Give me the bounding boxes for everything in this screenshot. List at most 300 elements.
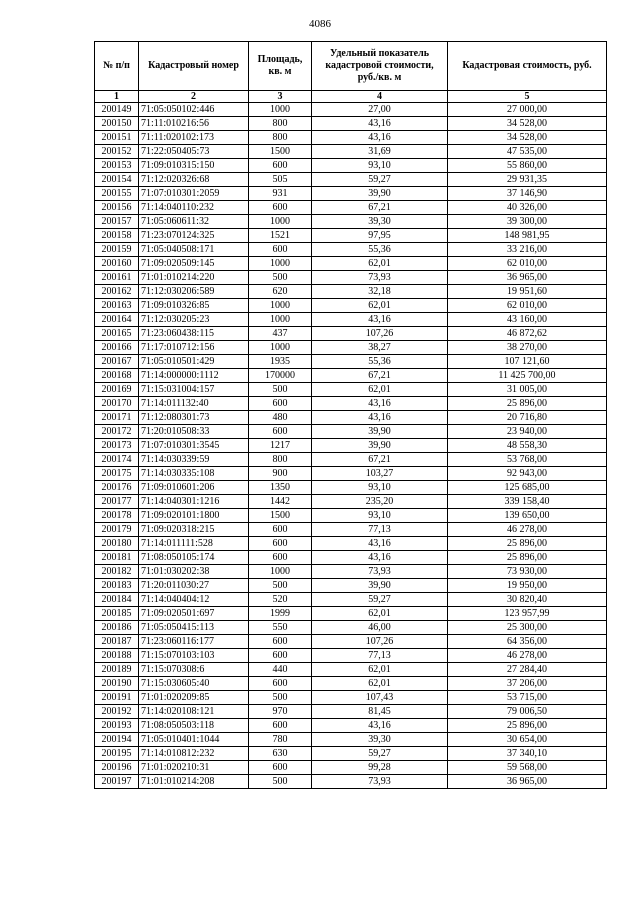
cell-item-number: 200149: [95, 103, 139, 117]
cell-item-number: 200174: [95, 453, 139, 467]
header-cadastral-number: Кадастровый номер: [139, 42, 249, 91]
cell-area: 970: [249, 705, 312, 719]
cell-area: 500: [249, 271, 312, 285]
cell-area: 480: [249, 411, 312, 425]
cell-cadastral-number: 71:12:080301:73: [139, 411, 249, 425]
table-row: [95, 187, 607, 201]
cell-item-number: 200177: [95, 495, 139, 509]
cell-unit-value: 59,27: [312, 173, 448, 187]
cell-unit-value: 73,93: [312, 775, 448, 789]
cell-unit-value: 43,16: [312, 537, 448, 551]
cell-cadastral-number: 71:15:031004:157: [139, 383, 249, 397]
cell-unit-value: 62,01: [312, 663, 448, 677]
cell-area: 900: [249, 467, 312, 481]
cell-item-number: 200175: [95, 467, 139, 481]
table-row: [95, 719, 607, 733]
table-row: [95, 453, 607, 467]
cell-cadastral-number: 71:09:010315:150: [139, 159, 249, 173]
table-row: [95, 103, 607, 117]
cell-item-number: 200181: [95, 551, 139, 565]
cell-item-number: 200152: [95, 145, 139, 159]
cell-item-number: 200156: [95, 201, 139, 215]
cell-cadastral-number: 71:20:010508:33: [139, 425, 249, 439]
cell-item-number: 200187: [95, 635, 139, 649]
cell-unit-value: 27,00: [312, 103, 448, 117]
cadastral-value-table: [94, 41, 607, 789]
cell-cadastral-number: 71:05:010501:429: [139, 355, 249, 369]
cell-area: 800: [249, 453, 312, 467]
cell-cadastral-value: 53 715,00: [448, 691, 607, 705]
cell-unit-value: 43,16: [312, 719, 448, 733]
cell-cadastral-number: 71:05:050102:446: [139, 103, 249, 117]
cell-item-number: 200167: [95, 355, 139, 369]
cell-cadastral-number: 71:15:070103:103: [139, 649, 249, 663]
cell-cadastral-value: 59 568,00: [448, 761, 607, 775]
cell-unit-value: 55,36: [312, 243, 448, 257]
cell-area: 1350: [249, 481, 312, 495]
column-index: 1: [95, 91, 139, 103]
cell-unit-value: 62,01: [312, 677, 448, 691]
cell-cadastral-number: 71:01:020209:85: [139, 691, 249, 705]
cell-area: 600: [249, 537, 312, 551]
table-row: [95, 299, 607, 313]
cell-unit-value: 93,10: [312, 481, 448, 495]
cell-cadastral-value: 46 278,00: [448, 649, 607, 663]
cell-item-number: 200188: [95, 649, 139, 663]
column-index: 2: [139, 91, 249, 103]
cell-cadastral-value: 55 860,00: [448, 159, 607, 173]
cell-cadastral-number: 71:09:020101:1800: [139, 509, 249, 523]
cell-unit-value: 67,21: [312, 369, 448, 383]
cell-cadastral-number: 71:14:020108:121: [139, 705, 249, 719]
cell-cadastral-number: 71:15:030605:40: [139, 677, 249, 691]
table-row: [95, 677, 607, 691]
cell-item-number: 200153: [95, 159, 139, 173]
cell-cadastral-number: 71:14:010812:232: [139, 747, 249, 761]
cell-cadastral-value: 46 278,00: [448, 523, 607, 537]
cell-item-number: 200182: [95, 565, 139, 579]
table-row: [95, 733, 607, 747]
cell-item-number: 200164: [95, 313, 139, 327]
cell-area: 800: [249, 131, 312, 145]
cell-area: 600: [249, 551, 312, 565]
cell-cadastral-number: 71:09:020318:215: [139, 523, 249, 537]
table-row: [95, 229, 607, 243]
table-body: [95, 103, 607, 789]
cell-cadastral-value: 19 950,00: [448, 579, 607, 593]
cell-unit-value: 43,16: [312, 313, 448, 327]
cell-area: 1000: [249, 313, 312, 327]
cell-cadastral-value: 39 300,00: [448, 215, 607, 229]
cell-cadastral-number: 71:09:010601:206: [139, 481, 249, 495]
cell-cadastral-number: 71:11:020102:173: [139, 131, 249, 145]
cell-item-number: 200179: [95, 523, 139, 537]
cell-unit-value: 77,13: [312, 649, 448, 663]
cell-area: 600: [249, 425, 312, 439]
table-row: [95, 285, 607, 299]
cell-item-number: 200178: [95, 509, 139, 523]
table-row: [95, 425, 607, 439]
cell-cadastral-value: 23 940,00: [448, 425, 607, 439]
table-row: [95, 621, 607, 635]
table-row: [95, 257, 607, 271]
table-row: [95, 117, 607, 131]
cell-cadastral-number: 71:05:010401:1044: [139, 733, 249, 747]
table-row: [95, 467, 607, 481]
cell-area: 1500: [249, 145, 312, 159]
cell-cadastral-value: 43 160,00: [448, 313, 607, 327]
cell-item-number: 200160: [95, 257, 139, 271]
cell-cadastral-number: 71:23:060116:177: [139, 635, 249, 649]
cell-cadastral-value: 27 284,40: [448, 663, 607, 677]
table-row: [95, 369, 607, 383]
cell-area: 1442: [249, 495, 312, 509]
cell-unit-value: 43,16: [312, 131, 448, 145]
cell-unit-value: 73,93: [312, 565, 448, 579]
table-row: [95, 509, 607, 523]
header-cadastral-value: Кадастровая стоимость, руб.: [448, 42, 607, 91]
cell-cadastral-number: 71:23:070124:325: [139, 229, 249, 243]
cell-area: 1999: [249, 607, 312, 621]
cell-cadastral-number: 71:09:020501:697: [139, 607, 249, 621]
cell-cadastral-number: 71:14:040301:1216: [139, 495, 249, 509]
cell-cadastral-number: 71:17:010712:156: [139, 341, 249, 355]
cell-cadastral-value: 92 943,00: [448, 467, 607, 481]
cell-cadastral-number: 71:08:050503:118: [139, 719, 249, 733]
table-row: [95, 705, 607, 719]
table-row: [95, 439, 607, 453]
cell-cadastral-value: 123 957,99: [448, 607, 607, 621]
table-row: [95, 663, 607, 677]
cell-area: 600: [249, 523, 312, 537]
table-row: [95, 565, 607, 579]
cell-item-number: 200150: [95, 117, 139, 131]
cell-area: 1217: [249, 439, 312, 453]
column-index: 5: [448, 91, 607, 103]
table-row: [95, 495, 607, 509]
cell-cadastral-value: 34 528,00: [448, 117, 607, 131]
cell-cadastral-value: 37 206,00: [448, 677, 607, 691]
cell-cadastral-value: 64 356,00: [448, 635, 607, 649]
cell-cadastral-value: 148 981,95: [448, 229, 607, 243]
cell-area: 600: [249, 201, 312, 215]
cell-area: 1521: [249, 229, 312, 243]
cell-area: 1000: [249, 103, 312, 117]
cell-cadastral-value: 20 716,80: [448, 411, 607, 425]
cell-item-number: 200162: [95, 285, 139, 299]
cell-cadastral-value: 30 654,00: [448, 733, 607, 747]
table-row: [95, 761, 607, 775]
cell-unit-value: 59,27: [312, 593, 448, 607]
cell-cadastral-number: 71:14:030335:108: [139, 467, 249, 481]
header-item-number: № п/п: [95, 42, 139, 91]
cell-cadastral-value: 125 685,00: [448, 481, 607, 495]
cell-cadastral-number: 71:12:030205:23: [139, 313, 249, 327]
cell-cadastral-number: 71:01:020210:31: [139, 761, 249, 775]
cell-area: 600: [249, 243, 312, 257]
cell-cadastral-value: 47 535,00: [448, 145, 607, 159]
table-row: [95, 775, 607, 789]
cell-item-number: 200190: [95, 677, 139, 691]
cell-unit-value: 43,16: [312, 117, 448, 131]
cell-unit-value: 62,01: [312, 299, 448, 313]
cell-cadastral-number: 71:14:011132:40: [139, 397, 249, 411]
cell-cadastral-value: 25 300,00: [448, 621, 607, 635]
cell-area: 780: [249, 733, 312, 747]
cell-unit-value: 39,90: [312, 439, 448, 453]
cell-cadastral-number: 71:01:010214:208: [139, 775, 249, 789]
cell-cadastral-value: 25 896,00: [448, 537, 607, 551]
table-row: [95, 551, 607, 565]
cell-area: 600: [249, 677, 312, 691]
cell-item-number: 200186: [95, 621, 139, 635]
cell-cadastral-number: 71:07:010301:3545: [139, 439, 249, 453]
cell-cadastral-number: 71:14:040110:232: [139, 201, 249, 215]
cell-unit-value: 59,27: [312, 747, 448, 761]
cell-cadastral-value: 107 121,60: [448, 355, 607, 369]
cell-unit-value: 67,21: [312, 453, 448, 467]
cell-item-number: 200168: [95, 369, 139, 383]
table-row: [95, 355, 607, 369]
table-row: [95, 215, 607, 229]
cell-cadastral-value: 139 650,00: [448, 509, 607, 523]
table-row: [95, 243, 607, 257]
cell-area: 1000: [249, 215, 312, 229]
cell-cadastral-number: 71:05:060611:32: [139, 215, 249, 229]
cell-area: 630: [249, 747, 312, 761]
table-row: [95, 411, 607, 425]
table-row: [95, 635, 607, 649]
cell-cadastral-number: 71:05:050415:113: [139, 621, 249, 635]
cell-unit-value: 81,45: [312, 705, 448, 719]
cell-area: 800: [249, 117, 312, 131]
column-index: 3: [249, 91, 312, 103]
table-row: [95, 145, 607, 159]
cell-item-number: 200172: [95, 425, 139, 439]
table-row: [95, 159, 607, 173]
cell-cadastral-number: 71:14:030339:59: [139, 453, 249, 467]
table-row: [95, 523, 607, 537]
cell-unit-value: 73,93: [312, 271, 448, 285]
cell-item-number: 200158: [95, 229, 139, 243]
cell-unit-value: 99,28: [312, 761, 448, 775]
cell-unit-value: 107,43: [312, 691, 448, 705]
table-row: [95, 313, 607, 327]
cell-item-number: 200166: [95, 341, 139, 355]
cell-cadastral-value: 25 896,00: [448, 551, 607, 565]
cell-area: 170000: [249, 369, 312, 383]
cell-cadastral-value: 37 340,10: [448, 747, 607, 761]
cell-unit-value: 39,90: [312, 579, 448, 593]
cell-cadastral-value: 34 528,00: [448, 131, 607, 145]
cell-area: 600: [249, 761, 312, 775]
cell-unit-value: 32,18: [312, 285, 448, 299]
cell-cadastral-value: 62 010,00: [448, 299, 607, 313]
cell-cadastral-number: 71:14:040404:12: [139, 593, 249, 607]
table-row: [95, 341, 607, 355]
table-row: [95, 481, 607, 495]
cell-cadastral-value: 38 270,00: [448, 341, 607, 355]
table-row: [95, 579, 607, 593]
cell-cadastral-value: 30 820,40: [448, 593, 607, 607]
cell-unit-value: 235,20: [312, 495, 448, 509]
cell-area: 500: [249, 383, 312, 397]
cell-cadastral-value: 27 000,00: [448, 103, 607, 117]
cell-item-number: 200163: [95, 299, 139, 313]
cell-item-number: 200161: [95, 271, 139, 285]
cell-unit-value: 39,90: [312, 425, 448, 439]
table-row: [95, 271, 607, 285]
cell-unit-value: 77,13: [312, 523, 448, 537]
cell-item-number: 200169: [95, 383, 139, 397]
cell-unit-value: 46,00: [312, 621, 448, 635]
cell-unit-value: 62,01: [312, 257, 448, 271]
cell-cadastral-value: 37 146,90: [448, 187, 607, 201]
cell-item-number: 200173: [95, 439, 139, 453]
cell-area: 600: [249, 159, 312, 173]
cell-area: 1935: [249, 355, 312, 369]
cell-cadastral-value: 33 216,00: [448, 243, 607, 257]
cell-cadastral-number: 71:01:010214:220: [139, 271, 249, 285]
cell-cadastral-value: 36 965,00: [448, 775, 607, 789]
cell-cadastral-value: 25 896,00: [448, 397, 607, 411]
header-unit-value: Удельный показатель кадастровой стоимости, руб./кв. м: [312, 42, 448, 91]
cell-item-number: 200189: [95, 663, 139, 677]
cell-area: 1000: [249, 341, 312, 355]
cell-area: 1500: [249, 509, 312, 523]
cell-cadastral-value: 48 558,30: [448, 439, 607, 453]
cell-item-number: 200183: [95, 579, 139, 593]
cell-item-number: 200184: [95, 593, 139, 607]
cell-unit-value: 39,30: [312, 215, 448, 229]
cell-cadastral-number: 71:23:060438:115: [139, 327, 249, 341]
cell-cadastral-value: 339 158,40: [448, 495, 607, 509]
cell-unit-value: 97,95: [312, 229, 448, 243]
cell-area: 1000: [249, 299, 312, 313]
table-row: [95, 691, 607, 705]
cell-item-number: 200165: [95, 327, 139, 341]
cell-item-number: 200159: [95, 243, 139, 257]
cell-unit-value: 62,01: [312, 607, 448, 621]
cell-cadastral-number: 71:22:050405:73: [139, 145, 249, 159]
cell-cadastral-number: 71:12:020326:68: [139, 173, 249, 187]
cell-unit-value: 39,90: [312, 187, 448, 201]
cell-unit-value: 38,27: [312, 341, 448, 355]
cell-area: 620: [249, 285, 312, 299]
table-row: [95, 327, 607, 341]
cell-area: 500: [249, 691, 312, 705]
cell-cadastral-value: 40 326,00: [448, 201, 607, 215]
table-row: [95, 537, 607, 551]
cell-unit-value: 107,26: [312, 635, 448, 649]
cell-cadastral-value: 29 931,35: [448, 173, 607, 187]
cell-area: 437: [249, 327, 312, 341]
cell-area: 931: [249, 187, 312, 201]
cell-item-number: 200185: [95, 607, 139, 621]
table-row: [95, 649, 607, 663]
cell-unit-value: 107,26: [312, 327, 448, 341]
cell-unit-value: 43,16: [312, 397, 448, 411]
cell-item-number: 200194: [95, 733, 139, 747]
cell-cadastral-value: 73 930,00: [448, 565, 607, 579]
cell-item-number: 200170: [95, 397, 139, 411]
cell-item-number: 200196: [95, 761, 139, 775]
cell-item-number: 200193: [95, 719, 139, 733]
cell-cadastral-value: 36 965,00: [448, 271, 607, 285]
table-row: [95, 747, 607, 761]
page-number: 4086: [309, 18, 331, 30]
cell-item-number: 200157: [95, 215, 139, 229]
cell-area: 500: [249, 775, 312, 789]
cell-item-number: 200155: [95, 187, 139, 201]
cell-area: 440: [249, 663, 312, 677]
cell-item-number: 200176: [95, 481, 139, 495]
cell-item-number: 200171: [95, 411, 139, 425]
cell-unit-value: 93,10: [312, 159, 448, 173]
table-row: [95, 201, 607, 215]
table-row: [95, 383, 607, 397]
cell-unit-value: 43,16: [312, 551, 448, 565]
cell-cadastral-number: 71:12:030206:589: [139, 285, 249, 299]
cell-area: 600: [249, 649, 312, 663]
cell-cadastral-value: 11 425 700,00: [448, 369, 607, 383]
cell-item-number: 200151: [95, 131, 139, 145]
cell-unit-value: 67,21: [312, 201, 448, 215]
cell-area: 500: [249, 579, 312, 593]
cell-cadastral-number: 71:01:030202:38: [139, 565, 249, 579]
table-row: [95, 173, 607, 187]
column-index: 4: [312, 91, 448, 103]
cell-cadastral-number: 71:20:011030:27: [139, 579, 249, 593]
cell-unit-value: 43,16: [312, 411, 448, 425]
cell-item-number: 200195: [95, 747, 139, 761]
cell-cadastral-value: 25 896,00: [448, 719, 607, 733]
cell-cadastral-value: 62 010,00: [448, 257, 607, 271]
cell-area: 1000: [249, 565, 312, 579]
cell-area: 520: [249, 593, 312, 607]
cell-cadastral-value: 79 006,50: [448, 705, 607, 719]
cell-area: 1000: [249, 257, 312, 271]
table-row: [95, 131, 607, 145]
cell-item-number: 200154: [95, 173, 139, 187]
cell-area: 550: [249, 621, 312, 635]
cell-item-number: 200180: [95, 537, 139, 551]
cell-cadastral-number: 71:08:050105:174: [139, 551, 249, 565]
cell-unit-value: 55,36: [312, 355, 448, 369]
header-area: Площадь, кв. м: [249, 42, 312, 91]
cell-cadastral-value: 31 005,00: [448, 383, 607, 397]
cell-cadastral-value: 19 951,60: [448, 285, 607, 299]
cell-unit-value: 93,10: [312, 509, 448, 523]
cell-item-number: 200197: [95, 775, 139, 789]
table-header-row: [95, 42, 607, 91]
cell-area: 505: [249, 173, 312, 187]
cell-cadastral-number: 71:05:040508:171: [139, 243, 249, 257]
cell-unit-value: 31,69: [312, 145, 448, 159]
cell-area: 600: [249, 397, 312, 411]
table-row: [95, 607, 607, 621]
cell-cadastral-number: 71:14:000000:1112: [139, 369, 249, 383]
column-index-row: [95, 91, 607, 103]
cell-cadastral-number: 71:09:020509:145: [139, 257, 249, 271]
cell-area: 600: [249, 635, 312, 649]
cell-cadastral-value: 53 768,00: [448, 453, 607, 467]
table-row: [95, 593, 607, 607]
cell-cadastral-number: 71:11:010216:56: [139, 117, 249, 131]
cell-unit-value: 39,30: [312, 733, 448, 747]
cell-unit-value: 62,01: [312, 383, 448, 397]
cell-area: 600: [249, 719, 312, 733]
